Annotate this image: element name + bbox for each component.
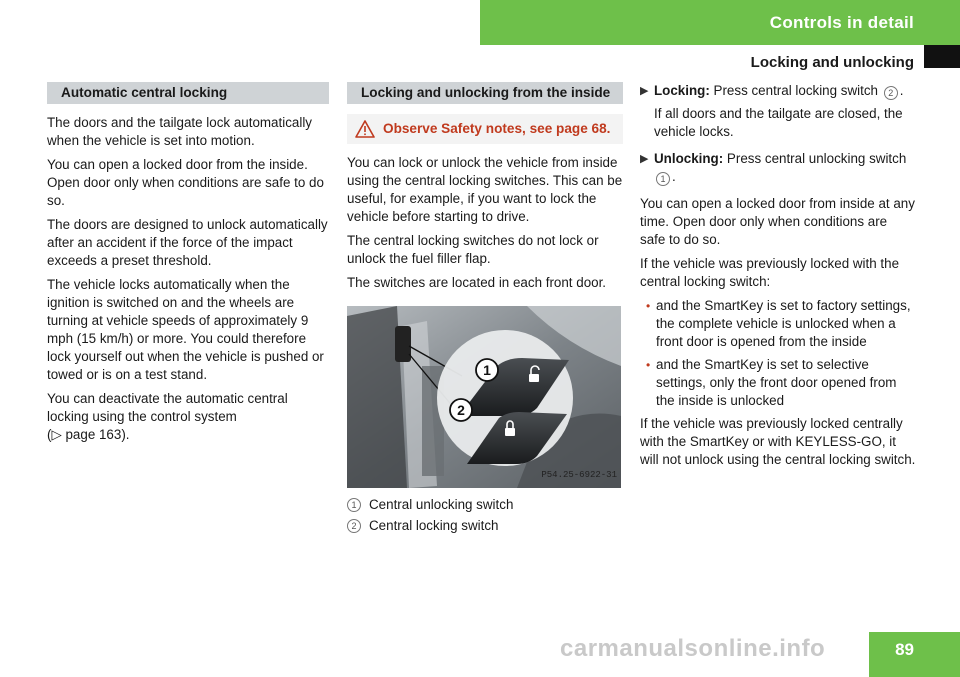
bullet-icon: • (646, 299, 651, 313)
bullet-item (640, 297, 916, 351)
paragraph: If the vehicle was previously locked with the central locking switch: (640, 256, 900, 289)
header-marker (924, 45, 960, 68)
bullet-text: and the SmartKey is set to factory settings, the complete vehicle is unlocked when a front door is opened from the inside (656, 298, 911, 349)
paragraph: The central locking switches do not lock or unlock the fuel filler flap. (347, 233, 599, 266)
callout-number: 2 (347, 519, 361, 533)
paragraph: If the vehicle was previously locked centrally with the SmartKey or with KEYLESS-GO, it will not unlock using the central locking switch. (640, 416, 916, 467)
paragraph: The vehicle locks automatically when the ignition is switched on and the wheels are turning at vehicle speeds of approximately 9 mph (15 km/h) or more. You could therefore lock yourself out when the vehicle is pushed or towed or is on a test stand. (47, 277, 324, 382)
bullet-item (640, 356, 916, 410)
callout-number: 2 (884, 86, 898, 100)
step-label: Unlocking: (654, 151, 724, 166)
watermark: carmanualsonline.info (560, 635, 826, 662)
figure-code: P54.25-6922-31 (541, 470, 617, 480)
step-arrow-icon: ▶ (640, 85, 649, 97)
paragraph: The doors are designed to unlock automatically after an accident if the force of the impact exceeds a preset threshold. (47, 217, 328, 268)
callout-number: 1 (656, 172, 670, 186)
bullet-icon: • (646, 358, 651, 372)
svg-text:1: 1 (483, 362, 491, 378)
paragraph-text: You can deactivate the automatic central locking using the control system (47, 391, 288, 424)
callout-number: 1 (347, 498, 361, 512)
door-switch-photo (347, 306, 621, 488)
legend-text: Central unlocking switch (369, 497, 514, 512)
step-result: If all doors and the tailgate are closed, the vehicle locks. (654, 106, 903, 139)
section-heading-inside: Locking and unlocking from the inside (347, 82, 623, 104)
warning-triangle-icon (355, 120, 375, 138)
step-arrow-icon: ▶ (640, 153, 649, 165)
section-tab: Controls in detail (480, 0, 960, 45)
step-text: . (672, 169, 676, 184)
step-text: Press central unlocking switch (726, 151, 907, 166)
column-instructions (640, 82, 916, 475)
paragraph: You can open a locked door from inside at any time. Open door only when conditions are safe to do so. (640, 196, 915, 247)
bullet-text: and the SmartKey is set to selective settings, only the front door opened from the inside is unlocked (656, 357, 897, 408)
page-reference-link[interactable]: (▷ page 163). (47, 427, 130, 442)
legend-item (347, 496, 623, 514)
warning-text-link[interactable]: Observe Safety notes, see page 68. (383, 121, 611, 136)
step-unlocking (640, 150, 916, 191)
paragraph: You can lock or unlock the vehicle from inside using the central locking switches. This can be useful, for example, if you want to lock the vehicle before starting to drive. (347, 155, 623, 224)
warning-box (347, 114, 623, 144)
svg-text:2: 2 (457, 402, 465, 418)
page-subheading: Locking and unlocking (750, 54, 914, 71)
door-switch-illustration (347, 306, 621, 488)
paragraph (47, 390, 329, 444)
section-heading-automatic: Automatic central locking (47, 82, 329, 104)
paragraph: The switches are located in each front door. (347, 275, 607, 290)
step-locking (640, 82, 916, 146)
step-label: Locking: (654, 83, 710, 98)
column-inside-locking (347, 82, 623, 538)
page-number: 89 (869, 632, 960, 677)
paragraph: You can open a locked door from the inside. Open door only when conditions are safe to do so. (47, 157, 324, 208)
step-text: Press central locking switch (713, 83, 878, 98)
step-text: . (899, 83, 904, 98)
legend-item (347, 517, 623, 535)
legend-text: Central locking switch (369, 518, 499, 533)
paragraph: The doors and the tailgate lock automatically when the vehicle is set into motion. (47, 115, 312, 148)
column-automatic-locking (47, 82, 329, 450)
